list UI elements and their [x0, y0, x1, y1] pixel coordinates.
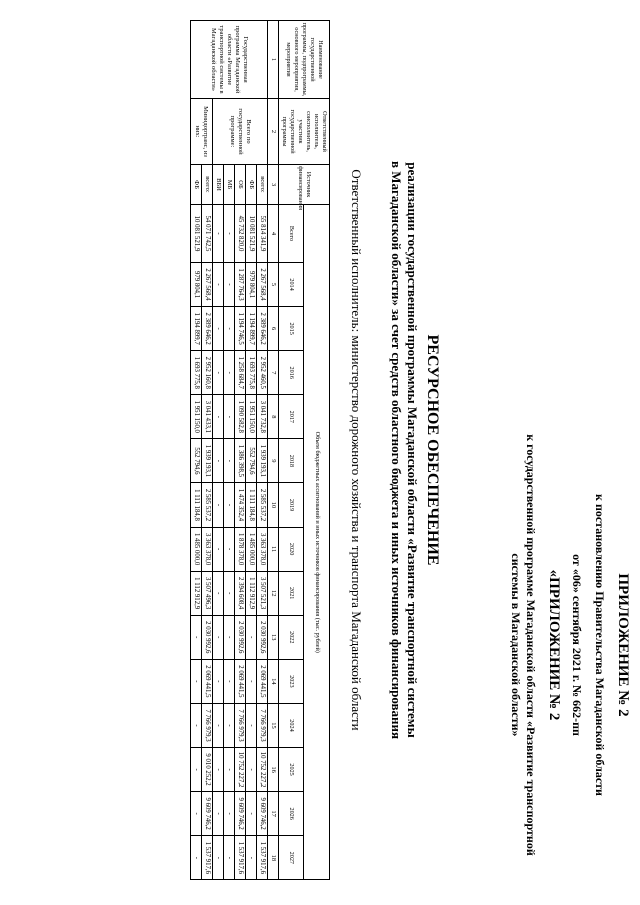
value-cell: -: [224, 792, 235, 836]
column-number: 5: [268, 263, 279, 307]
value-cell: 1 485 000,0: [191, 527, 202, 571]
value-cell: -: [213, 571, 224, 615]
value-cell: -: [246, 836, 257, 880]
value-cell: 1 939 193,1: [202, 439, 213, 483]
table-body: [191, 21, 268, 880]
value-cell: 2 030 992,6: [202, 615, 213, 659]
value-cell: -: [191, 748, 202, 792]
year-header: 2023: [279, 659, 305, 703]
value-cell: -: [213, 659, 224, 703]
value-cell: -: [246, 703, 257, 747]
value-cell: 2 952 160,8: [202, 351, 213, 395]
value-cell: -: [213, 395, 224, 439]
year-header: 2017: [279, 395, 305, 439]
value-cell: 2 585 537,2: [257, 483, 268, 527]
value-cell: 1 258 684,7: [235, 351, 246, 395]
value-cell: 552 794,6: [191, 439, 202, 483]
title-line-1: реализации государственной программы Магаданской области «Развитие транспортной системы: [405, 162, 420, 738]
value-cell: 3 041 732,8: [257, 395, 268, 439]
value-cell: -: [213, 263, 224, 307]
value-cell: 1 474 352,4: [235, 483, 246, 527]
value-cell: 7 766 979,3: [257, 703, 268, 747]
value-cell: -: [224, 615, 235, 659]
value-cell: 979 804,1: [191, 263, 202, 307]
value-cell: 2 952 460,5: [257, 351, 268, 395]
value-cell: -: [224, 571, 235, 615]
column-number: 14: [268, 659, 279, 703]
year-header: 2021: [279, 571, 305, 615]
column-number: 7: [268, 351, 279, 395]
header-executor: Ответственный исполнитель, соисполнитель, участник государственной программы: [279, 99, 330, 165]
value-cell: 10 081 521,9: [246, 205, 257, 263]
header-source: Источник финансирования: [279, 165, 330, 205]
source-cell: ФБ: [191, 165, 202, 205]
value-cell: 1 194 899,7: [246, 307, 257, 351]
source-cell: ВБИ: [213, 165, 224, 205]
value-cell: -: [213, 351, 224, 395]
value-cell: 1 878 378,0: [235, 527, 246, 571]
value-cell: 1 485 000,0: [246, 527, 257, 571]
value-cell: 1 537 917,6: [257, 836, 268, 880]
column-number: 11: [268, 527, 279, 571]
value-cell: 10 081 521,9: [191, 205, 202, 263]
group-label-cell: Всего по государственной программе:: [213, 99, 268, 165]
value-cell: 2 585 537,2: [202, 483, 213, 527]
value-cell: -: [191, 615, 202, 659]
value-cell: 2 030 992,6: [235, 615, 246, 659]
value-cell: 1 939 193,1: [257, 439, 268, 483]
value-cell: -: [213, 307, 224, 351]
value-cell: 552 794,6: [246, 439, 257, 483]
column-number: 18: [268, 836, 279, 880]
year-header: 2016: [279, 351, 305, 395]
value-cell: 10 752 227,2: [257, 748, 268, 792]
title-heading: РЕСУРСНОЕ ОБЕСПЕЧЕНИЕ: [424, 334, 441, 566]
table-row: [202, 21, 213, 880]
value-cell: -: [224, 527, 235, 571]
year-header: 2015: [279, 307, 305, 351]
column-number: 1: [268, 21, 279, 99]
program-name-cell: Государственная программа Магаданской области «Развитие транспортной системы в Магаданской области»: [191, 21, 268, 99]
value-cell: 2 069 441,5: [257, 659, 268, 703]
value-cell: -: [213, 836, 224, 880]
appendix-date: от «06» сентября 2021 г. № 662-пп: [570, 554, 584, 736]
table-row: [257, 21, 268, 880]
value-cell: 9 609 746,2: [202, 792, 213, 836]
value-cell: -: [224, 395, 235, 439]
column-number: 8: [268, 395, 279, 439]
value-cell: 9 609 746,2: [257, 792, 268, 836]
source-cell: всего:: [257, 165, 268, 205]
year-header: Всего: [279, 205, 305, 263]
value-cell: -: [224, 836, 235, 880]
value-cell: 1 386 398,5: [235, 439, 246, 483]
column-number: 6: [268, 307, 279, 351]
value-cell: -: [213, 483, 224, 527]
value-cell: 1 112 912,9: [246, 571, 257, 615]
column-number: 16: [268, 748, 279, 792]
value-cell: 1 090 582,8: [235, 395, 246, 439]
value-cell: 2 267 568,4: [257, 263, 268, 307]
column-number-row: [268, 21, 279, 880]
value-cell: 3 363 378,0: [202, 527, 213, 571]
value-cell: 9 609 746,2: [235, 792, 246, 836]
value-cell: 1 693 775,8: [191, 351, 202, 395]
value-cell: -: [246, 792, 257, 836]
appendix-block: [500, 420, 630, 870]
value-cell: -: [213, 615, 224, 659]
year-header: 2020: [279, 527, 305, 571]
value-cell: 3 507 521,3: [257, 571, 268, 615]
value-cell: 10 752 227,2: [235, 748, 246, 792]
source-cell: ОБ: [235, 165, 246, 205]
value-cell: 54 071 742,5: [202, 205, 213, 263]
column-number: 17: [268, 792, 279, 836]
value-cell: -: [191, 836, 202, 880]
responsible-executor: Ответственный исполнитель: министерство дорожного хозяйства и транспорта Магаданской области: [349, 169, 364, 731]
value-cell: 3 507 496,3: [202, 571, 213, 615]
year-header: 2019: [279, 483, 305, 527]
value-cell: -: [213, 792, 224, 836]
appendix-title-2: «ПРИЛОЖЕНИЕ № 2: [546, 569, 562, 721]
appendix-decree: к постановлению Правительства Магаданской области: [593, 494, 607, 796]
title-line-2: в Магаданской области» за счет средств областного бюджета и иных источников финансирования: [389, 160, 404, 740]
value-cell: 7 766 979,3: [202, 703, 213, 747]
value-cell: -: [224, 351, 235, 395]
column-number: 2: [268, 99, 279, 165]
value-cell: -: [213, 748, 224, 792]
value-cell: 1 112 912,9: [191, 571, 202, 615]
value-cell: -: [224, 748, 235, 792]
value-cell: 9 010 252,2: [202, 748, 213, 792]
value-cell: 2 394 608,4: [235, 571, 246, 615]
value-cell: 1 951 150,0: [191, 395, 202, 439]
value-cell: -: [224, 483, 235, 527]
column-number: 3: [268, 165, 279, 205]
value-cell: -: [191, 792, 202, 836]
source-cell: ФБ: [246, 165, 257, 205]
value-cell: 1 111 184,8: [246, 483, 257, 527]
year-header: 2026: [279, 792, 305, 836]
source-cell: МБ: [224, 165, 235, 205]
value-cell: -: [224, 439, 235, 483]
value-cell: 1 111 184,8: [191, 483, 202, 527]
value-cell: 1 951 150,0: [246, 395, 257, 439]
column-number: 13: [268, 615, 279, 659]
value-cell: 55 814 341,9: [257, 205, 268, 263]
header-name: Наименование государственной программы, подпрограммы, основного мероприятия, мероприятия: [279, 21, 330, 99]
resource-table: [190, 20, 330, 880]
value-cell: 3 041 433,1: [202, 395, 213, 439]
column-number: 10: [268, 483, 279, 527]
year-header: 2014: [279, 263, 305, 307]
source-cell: всего:: [202, 165, 213, 205]
rotated-content: [30, 20, 630, 880]
value-cell: 2 030 992,6: [257, 615, 268, 659]
value-cell: 1 287 764,3: [235, 263, 246, 307]
value-cell: -: [246, 748, 257, 792]
value-cell: 2 267 568,4: [202, 263, 213, 307]
value-cell: -: [224, 659, 235, 703]
value-cell: -: [224, 205, 235, 263]
value-cell: -: [224, 263, 235, 307]
value-cell: 1 537 917,6: [202, 836, 213, 880]
appendix-title: ПРИЛОЖЕНИЕ № 2: [615, 573, 631, 717]
value-cell: 1 194 746,5: [235, 307, 246, 351]
year-header: 2027: [279, 836, 305, 880]
value-cell: 979 804,1: [246, 263, 257, 307]
value-cell: 1 194 899,7: [191, 307, 202, 351]
column-number: 12: [268, 571, 279, 615]
year-header: 2024: [279, 703, 305, 747]
value-cell: 2 069 441,5: [202, 659, 213, 703]
group-label-cell: Минидортранс, из них:: [191, 99, 213, 165]
value-cell: 3 363 378,0: [257, 527, 268, 571]
column-number: 15: [268, 703, 279, 747]
value-cell: -: [213, 703, 224, 747]
value-cell: 2 389 646,2: [257, 307, 268, 351]
header-volume: Объем бюджетных ассигнований и иных источников финансирования (тыс. рублей): [304, 205, 330, 880]
document-title: [388, 20, 440, 880]
value-cell: 45 732 820,0: [235, 205, 246, 263]
value-cell: -: [213, 527, 224, 571]
year-header: 2025: [279, 748, 305, 792]
year-header: 2022: [279, 615, 305, 659]
value-cell: -: [191, 659, 202, 703]
appendix-program: к государственной программе Магаданской области «Развитие транспортной системы в Магаданской области»: [509, 434, 538, 856]
value-cell: -: [246, 615, 257, 659]
year-header: 2018: [279, 439, 305, 483]
value-cell: -: [213, 205, 224, 263]
column-number: 4: [268, 205, 279, 263]
value-cell: 1 537 917,6: [235, 836, 246, 880]
value-cell: -: [191, 703, 202, 747]
value-cell: 1 693 775,8: [246, 351, 257, 395]
value-cell: 7 766 979,3: [235, 703, 246, 747]
value-cell: 2 389 646,2: [202, 307, 213, 351]
value-cell: -: [213, 439, 224, 483]
column-number: 9: [268, 439, 279, 483]
value-cell: -: [246, 659, 257, 703]
value-cell: -: [224, 703, 235, 747]
value-cell: 2 069 441,5: [235, 659, 246, 703]
value-cell: -: [224, 307, 235, 351]
